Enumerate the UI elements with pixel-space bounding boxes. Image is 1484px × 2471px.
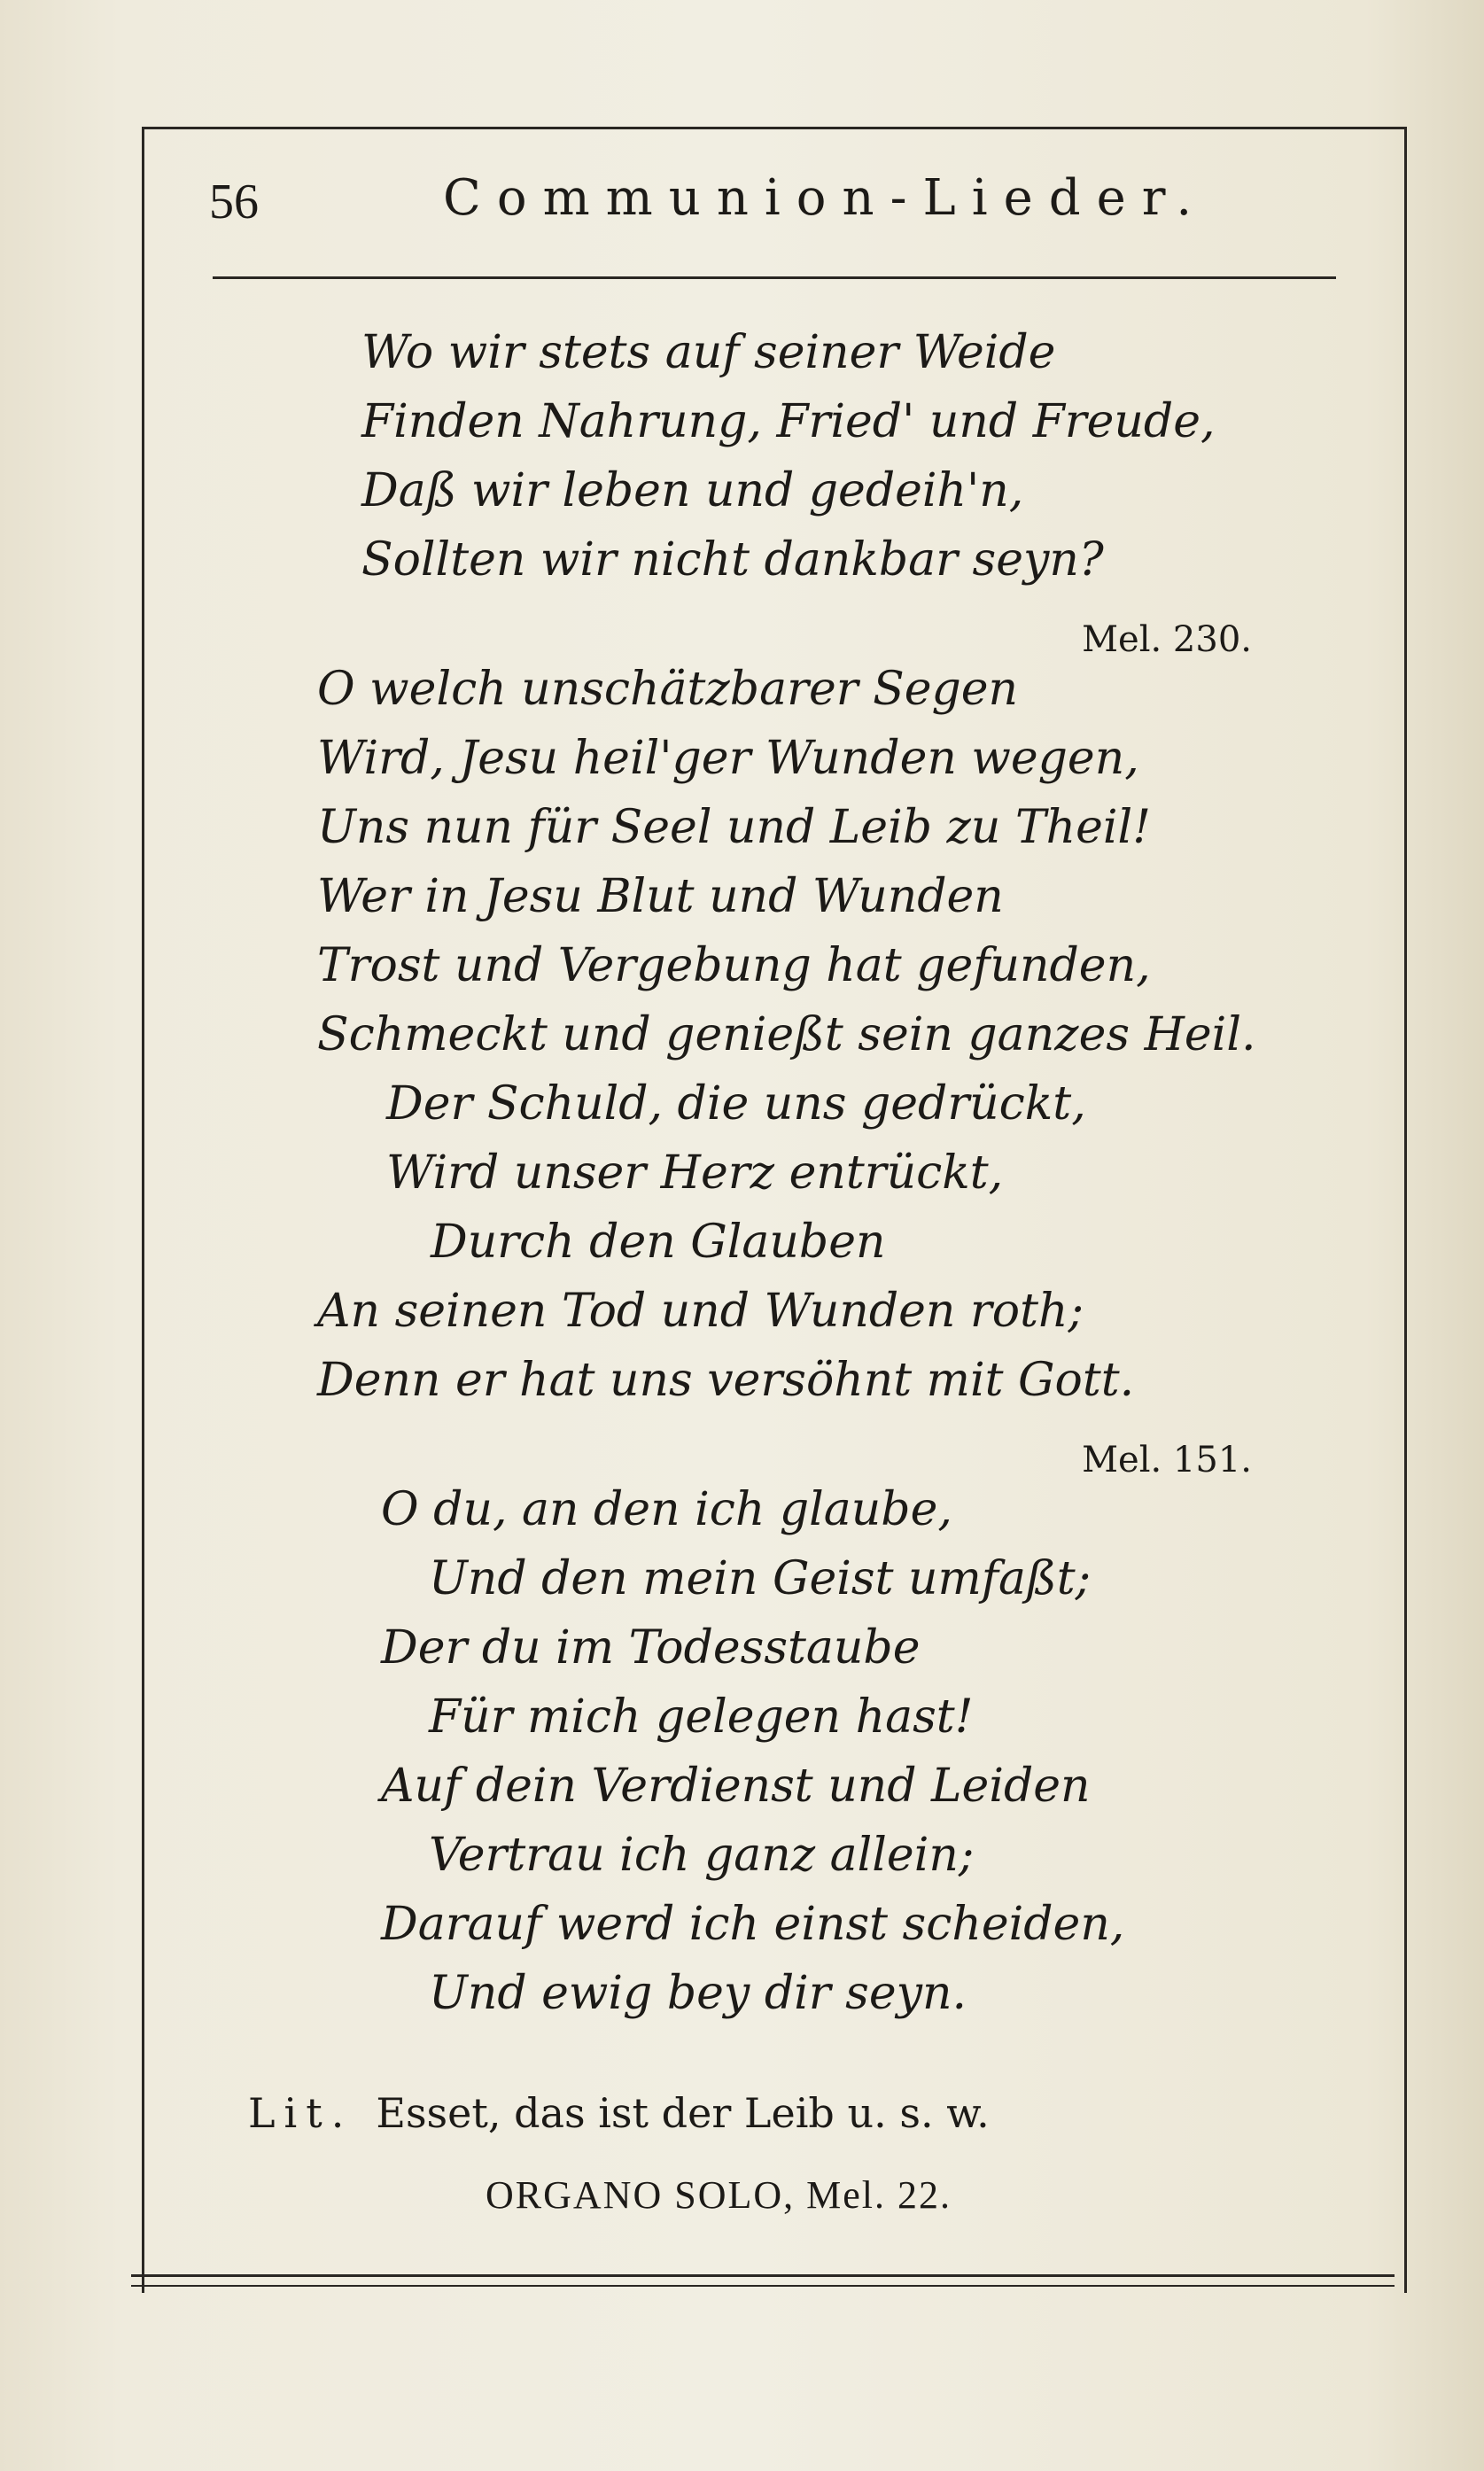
liturgy-text: Esset, das ist der Leib u. s. w.	[376, 2089, 990, 2137]
hymn2-line-2: Wird, Jesu heil'ger Wunden wegen,	[317, 732, 1139, 785]
hymn2-line-6: Schmeckt und genießt sein ganzes Heil.	[317, 1008, 1256, 1061]
hymn3-line-1: O du, an den ich glaube,	[381, 1483, 952, 1536]
running-head: Communion-Lieder.	[443, 169, 1208, 227]
hymn3-melody: Mel. 151.	[1082, 1440, 1252, 1480]
hymn2-line-1: O welch unschätzbarer Segen	[317, 663, 1019, 716]
hymn3-line-2: Und den mein Geist umfaßt;	[429, 1552, 1092, 1605]
hymn1-line-1: Wo wir stets auf seiner Weide	[361, 326, 1056, 379]
liturgy-line	[248, 2089, 990, 2137]
hymn1-line-2: Finden Nahrung, Fried' und Freude,	[361, 395, 1216, 448]
hymn3-line-8: Und ewig bey dir seyn.	[429, 1967, 967, 2020]
organo-solo-line	[486, 2173, 952, 2217]
hymn2-line-10: An seinen Tod und Wunden roth;	[317, 1285, 1084, 1338]
page-number: 56	[209, 175, 259, 229]
hymn3-line-5: Auf dein Verdienst und Leiden	[381, 1760, 1091, 1813]
organo-text: ORGANO SOLO,	[486, 2173, 796, 2217]
hymn2-line-7: Der Schuld, die uns gedrückt,	[386, 1077, 1086, 1131]
hymn3-line-3: Der du im Todesstaube	[381, 1621, 921, 1675]
hymn3-line-6: Vertrau ich ganz allein;	[429, 1829, 975, 1882]
bottom-rule-double	[131, 2285, 1395, 2287]
hymn1-line-3: Daß wir leben und gedeih'n,	[361, 464, 1024, 517]
organo-melody: Mel. 22.	[806, 2173, 952, 2217]
hymn1-line-4: Sollten wir nicht dankbar seyn?	[361, 533, 1104, 587]
hymn2-line-3: Uns nun für Seel und Leib zu Theil!	[317, 801, 1152, 854]
hymn2-line-8: Wird unser Herz entrückt,	[386, 1146, 1004, 1200]
hymn2-line-5: Trost und Vergebung hat gefunden,	[317, 939, 1151, 992]
liturgy-label: Lit.	[248, 2089, 354, 2137]
hymn2-line-4: Wer in Jesu Blut und Wunden	[317, 870, 1004, 923]
hymn2-line-9: Durch den Glauben	[431, 1216, 886, 1269]
hymn3-line-7: Darauf werd ich einst scheiden,	[381, 1898, 1125, 1951]
hymn3-line-4: Für mich gelegen hast!	[429, 1690, 974, 1744]
hymn2-melody: Mel. 230.	[1082, 619, 1252, 660]
hymn2-line-11: Denn er hat uns versöhnt mit Gott.	[317, 1354, 1135, 1407]
header-rule	[213, 276, 1336, 279]
bottom-rule	[131, 2274, 1395, 2277]
